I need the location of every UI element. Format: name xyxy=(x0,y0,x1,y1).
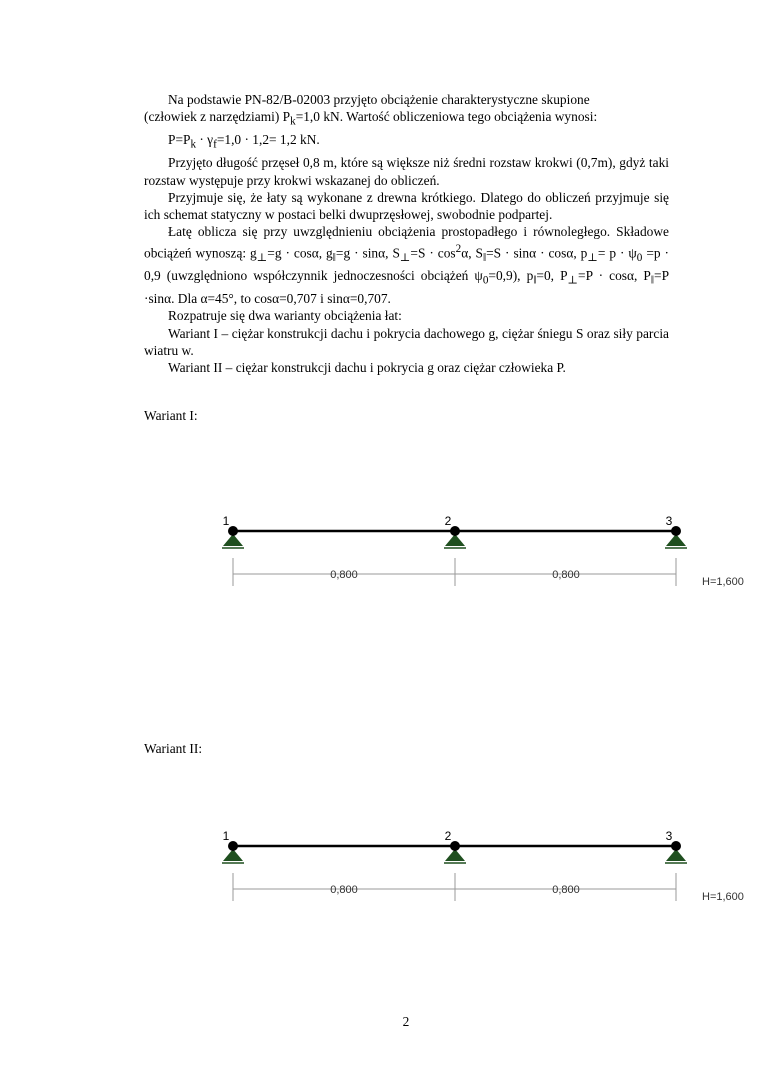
lc-t2: =g · sinα, S xyxy=(335,245,400,261)
lc-sup1: 2 xyxy=(455,242,462,255)
support-3 xyxy=(665,849,687,863)
lc-t3: =S · cos xyxy=(410,245,456,261)
paragraph-1-line-2b: =1,0 kN. Wartość obliczeniowa tego obciążenia wynosi: xyxy=(295,109,598,125)
node-2 xyxy=(450,526,460,536)
lc-t9: =0, P xyxy=(536,268,568,284)
lc-s10: ‖ xyxy=(650,274,655,287)
lc-t10: =P · cosα, P xyxy=(578,268,651,284)
total-length: H=1,600 xyxy=(702,576,744,588)
span-2-dimension: 0,800 xyxy=(552,884,580,896)
paragraph-1-line-2a: (człowiek z narzędziami) P xyxy=(144,109,291,125)
span-2-dimension: 0,800 xyxy=(552,569,580,581)
node-label-1: 1 xyxy=(222,514,230,528)
node-3 xyxy=(671,841,681,851)
lc-s9: ⊥ xyxy=(567,274,579,287)
paragraph-load-components xyxy=(144,223,669,307)
node-label-3: 3 xyxy=(665,514,673,528)
total-length: H=1,600 xyxy=(702,891,744,903)
lc-t11: =P ·sinα. Dla α=45°, to cosα=0,707 i sinα=0,707. xyxy=(144,268,670,307)
lc-s5: ⊥ xyxy=(587,251,598,264)
formula-part-c: =1,0 · 1,2= 1,2 kN. xyxy=(216,132,320,148)
formula-sub-f: f xyxy=(213,138,217,151)
support-3 xyxy=(665,534,687,548)
support-2 xyxy=(444,534,466,548)
body-text xyxy=(144,91,669,377)
node-1 xyxy=(228,526,238,536)
lc-s2: ‖ xyxy=(332,251,336,264)
paragraph-variant-1: Wariant I – ciężar konstrukcji dachu i pokrycia dachowego g, ciężar śniegu S oraz siły parcia wiatru w. xyxy=(144,325,669,359)
lc-s6: 0 xyxy=(636,251,643,264)
span-1-dimension: 0,800 xyxy=(330,569,358,581)
formula-part-a: P=P xyxy=(168,132,191,148)
lc-t7: =p · 0,9 (uwzględniono współczynnik jednoczesności obciążeń ψ xyxy=(144,245,669,284)
node-label-2: 2 xyxy=(444,829,452,843)
lc-s4: ‖ xyxy=(482,251,487,264)
dimension-lines xyxy=(233,873,676,901)
lc-s1: ⊥ xyxy=(256,251,268,264)
dimension-lines xyxy=(233,558,676,586)
formula-part-b: · γ xyxy=(196,132,214,148)
subscript-k: k xyxy=(290,115,296,128)
support-1 xyxy=(222,849,244,863)
support-2 xyxy=(444,849,466,863)
variant-2-heading: Wariant II: xyxy=(144,741,203,756)
lc-s7: 0 xyxy=(482,274,489,287)
paragraph-spans: Przyjęto długość przęseł 0,8 m, które są większe niż średni rozstaw krokwi (0,7m), gdyż taki rozstaw występuje przy krokwi wskazanej do obliczeń. xyxy=(144,155,669,188)
node-label-2: 2 xyxy=(444,514,452,528)
formula-p xyxy=(144,131,669,154)
page-number: 2 xyxy=(402,1014,410,1029)
lc-t1: =g · cosα, g xyxy=(267,245,333,261)
node-2 xyxy=(450,841,460,851)
lc-s3: ⊥ xyxy=(399,251,411,264)
paragraph-1 xyxy=(144,91,669,131)
formula-sub-k: k xyxy=(190,138,197,151)
node-1 xyxy=(228,841,238,851)
lc-s8: ‖ xyxy=(533,274,537,287)
lc-t6: = p · ψ xyxy=(597,245,637,261)
node-label-1: 1 xyxy=(222,829,230,843)
lc-t8: =0,9), p xyxy=(488,268,534,284)
lc-intro: Łatę oblicza się przy uwzględnieniu obciążenia prostopadłego i równoległego. Składowe obciążeń wynoszą: g xyxy=(144,224,669,261)
span-1-dimension: 0,800 xyxy=(330,884,358,896)
lc-t4: α, S xyxy=(461,245,483,261)
paragraph-1-line-1: Na podstawie PN-82/B-02003 przyjęto obciążenie charakterystyczne skupione xyxy=(168,92,590,107)
paragraph-variants-intro: Rozpatruje się dwa warianty obciążenia łat: xyxy=(168,308,402,324)
node-3 xyxy=(671,526,681,536)
paragraph-static-scheme: Przyjmuje się, że łaty są wykonane z drewna krótkiego. Dlatego do obliczeń przyjmuje się ich schemat statyczny w postaci belki dwuprzęsłowej, swobodnie podpartej. xyxy=(144,189,669,223)
paragraph-variant-2: Wariant II – ciężar konstrukcji dachu i pokrycia g oraz ciężar człowieka P. xyxy=(168,360,566,376)
variant-2-beam-diagram xyxy=(200,821,760,921)
variant-1-heading: Wariant I: xyxy=(144,408,198,423)
node-label-3: 3 xyxy=(665,829,673,843)
support-1 xyxy=(222,534,244,548)
lc-t5: =S · sinα · cosα, p xyxy=(486,245,588,261)
variant-1-beam-diagram xyxy=(200,506,760,606)
